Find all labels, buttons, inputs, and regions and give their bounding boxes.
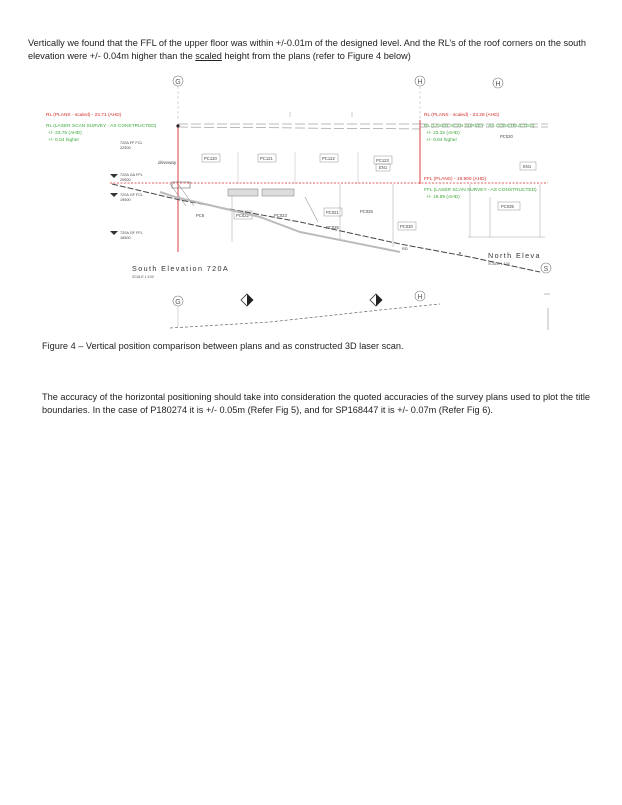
north-elevation-title: North Eleva: [488, 251, 541, 260]
right-rl-laser-label: RL (LASER SCAN SURVEY - AS CONSTRUCTED): [424, 124, 535, 129]
figure-caption: Figure 4 – Vertical position comparison between plans and as constructed 3D laser scan.: [42, 341, 404, 351]
intro-text-before: Vertically we found that the FFL of the upper floor was within +/-0.01m of the designed level. And the RL’s of the roof corners on the south elevation were +/- 0.04m higher than the: [28, 38, 586, 61]
svg-text:PC035: PC035: [501, 204, 514, 209]
svg-text:EN1: EN1: [523, 164, 532, 169]
svg-text:PC122: PC122: [322, 156, 335, 161]
svg-text:720A FF FCL: 720A FF FCL: [120, 141, 143, 145]
tags-upper: [202, 134, 536, 171]
grid-markers-bottom: [173, 291, 425, 327]
tags-lower: [196, 202, 520, 230]
svg-text:16500: 16500: [120, 236, 131, 240]
ffl-laser-label: FFL (LASER SCAN SURVEY - AS CONSTRUCTED): [424, 188, 537, 193]
elevation-figure: [0, 72, 622, 332]
right-rl-value: +/- 23.32 (AHD): [426, 131, 460, 136]
right-rl-diff: +/- 0.04 higher: [426, 138, 458, 143]
svg-text:EN1: EN1: [379, 165, 388, 170]
svg-text:RD: RD: [402, 246, 408, 251]
driveway-label: driveway: [158, 160, 177, 165]
svg-text:G: G: [175, 299, 181, 306]
ffl-laser-value: +/- 19.89 (AHD): [426, 195, 460, 200]
svg-text:720A GF FCL: 720A GF FCL: [120, 193, 144, 197]
svg-text:PC025: PC025: [360, 209, 373, 214]
svg-text:720A GA FFL: 720A GA FFL: [120, 173, 143, 177]
svg-text:PC022: PC022: [236, 213, 249, 218]
left-rl-value: +/- 23.75 (AHD): [48, 131, 82, 136]
svg-text:PC026: PC026: [326, 225, 339, 230]
left-rl-plans-label: RL (PLANS - scaled) - 23.71 (AHD): [46, 113, 122, 118]
svg-text:H: H: [417, 79, 423, 86]
svg-text:PC020: PC020: [500, 134, 513, 139]
svg-text:19500: 19500: [120, 198, 131, 202]
svg-text:PC030: PC030: [400, 224, 413, 229]
svg-text:H: H: [495, 81, 501, 88]
left-rl-diff: +/- 0.04 higher: [48, 138, 80, 143]
south-elevation-title: South Elevation 720A: [132, 264, 230, 273]
svg-text:H: H: [417, 294, 423, 301]
svg-text:PC021: PC021: [326, 210, 339, 215]
ffl-plans-label: FFL (PLANS) - 19.900 (AHD): [424, 177, 487, 182]
svg-text:20900: 20900: [120, 178, 131, 182]
right-rl-plans-label: RL (PLANS - scaled) - 23.28 (AHD): [424, 113, 500, 118]
accuracy-paragraph: The accuracy of the horizontal positioning should take into consideration the quoted accuracies of the survey plans used to plot the title boundaries. In the case of P180274 it is +/- 0.05m (Refer Fig 5), and for SP168447 it is +/- 0.07m (Refer Fig 6).: [42, 392, 591, 415]
intro-text-after: height from the plans (refer to Figure 4 below): [221, 51, 411, 61]
left-rl-laser-label: RL (LASER SCAN SURVEY - AS CONSTRUCTED): [46, 124, 157, 129]
north-elevation-scale: SCALE 1:100: [488, 262, 510, 266]
grid-marker-g-top: [173, 76, 183, 120]
svg-text:PC023: PC023: [274, 213, 287, 218]
svg-text:PC120: PC120: [204, 156, 217, 161]
svg-text:PC121: PC121: [260, 156, 273, 161]
intro-underlined-word: scaled: [195, 51, 222, 61]
svg-text:G: G: [175, 79, 181, 86]
svg-text:22900: 22900: [120, 146, 131, 150]
south-elevation-scale: SCALE 1:100: [132, 275, 154, 279]
svg-text:PC123: PC123: [376, 158, 389, 163]
svg-text:S: S: [543, 266, 549, 273]
svg-text:720A GF FFL: 720A GF FFL: [120, 231, 143, 235]
svg-text:PC6: PC6: [196, 213, 205, 218]
intro-paragraph: [28, 37, 594, 63]
